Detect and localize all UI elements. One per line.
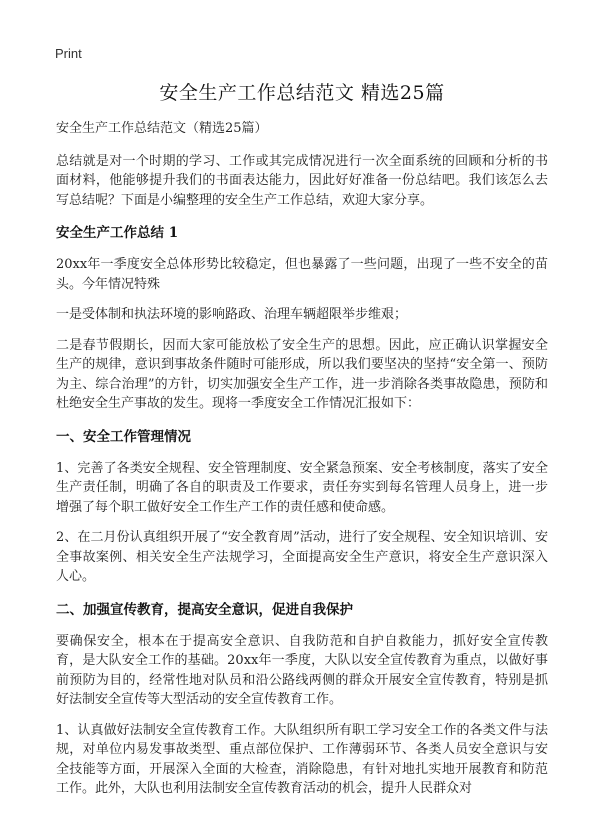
document-body (56, 78, 548, 810)
paragraph: 1、完善了各类安全规程、安全管理制度、安全紧急预案、安全考核制度，落实了安全生产责任制，明确了各自的职责及工作要求，责任夯实到每名管理人员身上，进一步增强了每个职工做好安全工作生产工作的责任感和使命感。 (56, 460, 548, 515)
section-heading: 二、加强宣传教育，提高安全意识，促进自我保护 (56, 601, 353, 618)
section-heading: 一、安全工作管理情况 (56, 428, 191, 445)
document-subtitle: 安全生产工作总结范文（精选25篇） (56, 121, 268, 136)
section-heading: 安全生产工作总结 1 (56, 225, 179, 241)
paragraph: 要确保安全，根本在于提高安全意识、自我防范和自护自救能力，抓好安全宣传教育，是大队安全工作的基础。20xx年一季度，大队以安全宣传教育为重点，以做好事前预防为目的，经常性地对队员和沿公路线两侧的群众开展安全宣传教育，特别是抓好法制安全宣传等大型活动的安全宣传教育工作。 (56, 633, 548, 707)
print-link[interactable]: Print (55, 46, 82, 61)
paragraph: 一是受体制和执法环境的影响路政、治理车辆超限举步维艰； (56, 307, 408, 322)
paragraph: 二是春节假期长，因而大家可能放松了安全生产的思想。因此，应正确认识掌握安全生产的规律，意识到事故条件随时可能形成，所以我们要坚决的坚持“安全第一、预防为主、综合治理”的方针，切实加强安全生产工作，进一步消除各类事故隐患，预防和杜绝安全生产事故的发生。现将一季度安全工作情况汇报如下： (56, 337, 548, 411)
intro-paragraph: 总结就是对一个时期的学习、工作或其完成情况进行一次全面系统的回顾和分析的书面材料，他能够提升我们的书面表达能力，因此好好准备一份总结吧。我们该怎么去写总结呢？下面是小编整理的安全生产工作总结，欢迎大家分享。 (56, 153, 548, 208)
paragraph: 1、认真做好法制安全宣传教育工作。大队组织所有职工学习安全工作的各类文件与法规，对单位内易发事故类型、重点部位保护、工作薄弱环节、各类人员安全意识与安全技能等方面，开展深入全面的大检查，消除隐患，有针对地扎实地开展教育和防范工作。此外，大队也利用法制安全宣传教育活动的机会，提升人民群众对 (56, 722, 548, 796)
paragraph: 20xx年一季度安全总体形势比较稳定，但也暴露了一些问题，出现了一些不安全的苗头。今年情况特殊 (56, 257, 548, 292)
document-title: 安全生产工作总结范文 精选25篇 (159, 82, 445, 104)
paragraph: 2、在二月份认真组织开展了“安全教育周”活动，进行了安全规程、安全知识培训、安全事故案例、相关安全生产法规学习，全面提高安全生产意识，将安全生产意识深入人心。 (56, 530, 548, 584)
